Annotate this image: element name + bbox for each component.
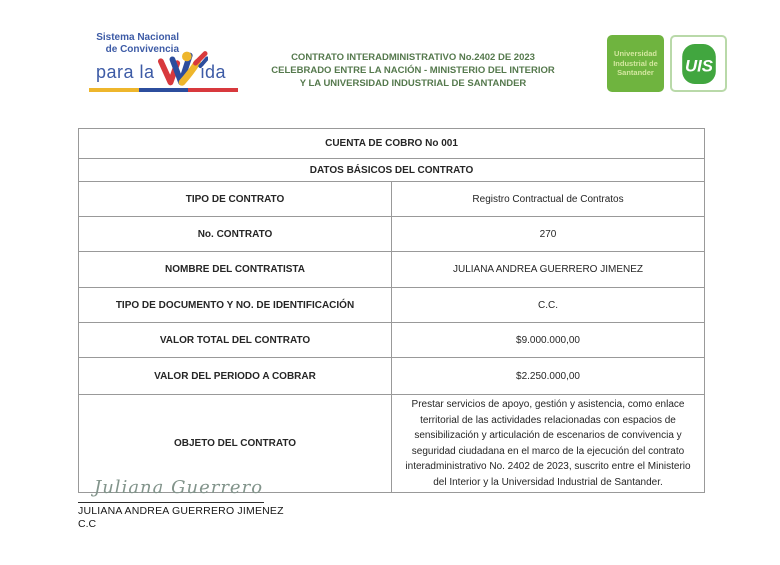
logo-para-la: para la [96, 62, 155, 82]
datos-basicos-header: DATOS BÁSICOS DEL CONTRATO [79, 159, 705, 182]
table-row [79, 252, 705, 288]
row-value-tipo-contrato: Registro Contractual de Contratos [392, 182, 705, 217]
contract-table [78, 128, 705, 493]
logo-line-1: Sistema Nacional [96, 32, 179, 43]
uis-badge-line-1: Universidad [614, 49, 657, 59]
row-label-no-contrato: No. CONTRATO [79, 217, 392, 252]
convivencia-emblem-icon [158, 50, 208, 91]
document-title [250, 51, 576, 90]
logo-line-2: de Convivencia [105, 43, 179, 55]
table-row [79, 358, 705, 395]
table-row [79, 288, 705, 323]
uis-monogram-badge [670, 35, 727, 92]
colombia-tricolor-bar [89, 88, 238, 92]
convivencia-logo-wordmark [96, 52, 226, 93]
row-value-nombre-contratista: JULIANA ANDREA GUERRERO JIMENEZ [392, 252, 705, 288]
logo-vida: ida [200, 62, 227, 82]
uis-badge-line-2: Industrial de [613, 58, 658, 68]
table-row-title [79, 129, 705, 159]
title-line-3: Y LA UNIVERSIDAD INDUSTRIAL DE SANTANDER [299, 78, 527, 89]
uis-name-badge [607, 35, 664, 92]
tricolor-yellow [89, 88, 139, 92]
row-label-nombre-contratista: NOMBRE DEL CONTRATISTA [79, 252, 392, 288]
table-row [79, 323, 705, 358]
row-label-tipo-documento: TIPO DE DOCUMENTO Y NO. DE IDENTIFICACIÓN [79, 288, 392, 323]
table-row-section [79, 159, 705, 182]
row-value-no-contrato: 270 [392, 217, 705, 252]
uis-badge-line-3: Santander [617, 68, 654, 78]
row-value-valor-total: $9.000.000,00 [392, 323, 705, 358]
row-label-valor-total: VALOR TOTAL DEL CONTRATO [79, 323, 392, 358]
signer-doc-type: C.C [78, 518, 97, 530]
tricolor-red [188, 88, 238, 92]
row-label-valor-periodo: VALOR DEL PERIODO A COBRAR [79, 358, 392, 395]
table-row [79, 217, 705, 252]
row-value-tipo-documento: C.C. [392, 288, 705, 323]
signature-line [78, 502, 264, 503]
uis-shield-icon [681, 43, 717, 85]
table-row [79, 182, 705, 217]
row-value-objeto: Prestar servicios de apoyo, gestión y asistencia, como enlace territorial de las actividades relacionadas con espacios de sensibilización y articulación de escenarios de convivencia y seguridad ciudadana en el marco de la ejecución del contrato interadministrativo No. 2402 de 2023, suscrito entre el Ministerio del Interior y la Universidad Industrial de Santander. [392, 395, 705, 493]
handwritten-signature: Juliana Guerrero [94, 477, 264, 498]
row-label-tipo-contrato: TIPO DE CONTRATO [79, 182, 392, 217]
tricolor-blue [139, 88, 189, 92]
row-label-objeto: OBJETO DEL CONTRATO [79, 395, 392, 493]
uis-monogram-text: UIS [684, 55, 713, 75]
title-line-2: CELEBRADO ENTRE LA NACIÓN - MINISTERIO DEL INTERIOR [271, 65, 555, 76]
signer-name: JULIANA ANDREA GUERRERO JIMENEZ [78, 505, 284, 517]
cuenta-de-cobro-header: CUENTA DE COBRO No 001 [79, 129, 705, 159]
title-line-1: CONTRATO INTERADMINISTRATIVO No.2402 DE 2023 [291, 52, 535, 63]
row-value-valor-periodo: $2.250.000,00 [392, 358, 705, 395]
